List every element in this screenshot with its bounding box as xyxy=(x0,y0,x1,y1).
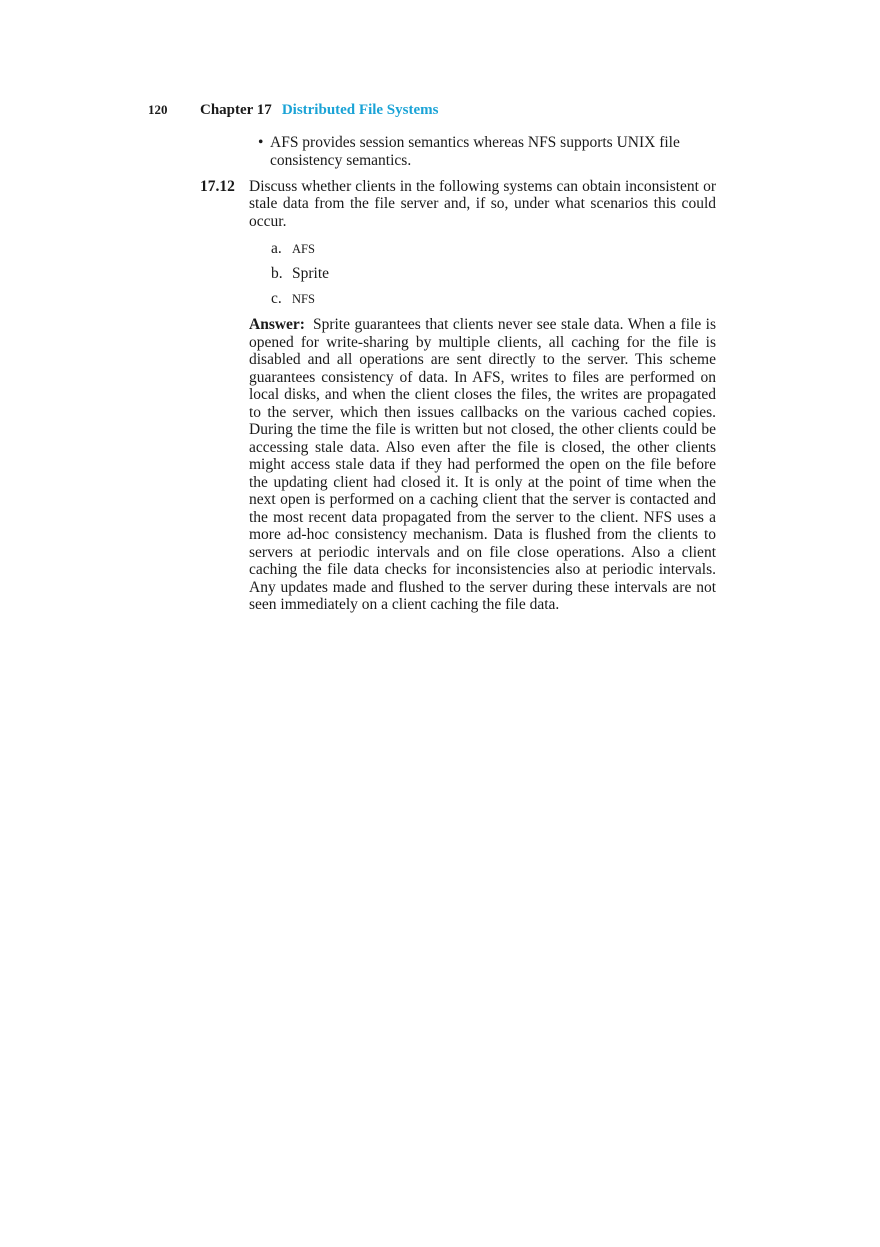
chapter-label: Chapter 17 xyxy=(200,102,272,118)
bullet-text: AFS provides session semantics whereas NFS supports UNIX file consistency semantics. xyxy=(270,134,680,169)
option-item xyxy=(249,239,716,264)
option-letter: a. xyxy=(271,240,282,258)
page-number: 120 xyxy=(148,102,168,117)
chapter-title: Distributed File Systems xyxy=(281,102,439,118)
exercise-number: 17.12 xyxy=(200,178,235,195)
running-header xyxy=(148,100,718,120)
bullet-icon: • xyxy=(258,134,264,151)
option-list xyxy=(249,239,716,314)
bullet-item xyxy=(258,134,718,170)
option-text: Sprite xyxy=(292,265,330,283)
option-text: NFS xyxy=(292,292,315,307)
option-text: AFS xyxy=(292,242,315,257)
option-letter: b. xyxy=(271,265,283,283)
answer-paragraph xyxy=(249,316,716,614)
exercise-block xyxy=(200,178,716,614)
option-letter: c. xyxy=(271,290,282,308)
option-item xyxy=(249,264,716,289)
answer-text: Sprite guarantees that clients never see stale data. When a file is opened for write-sharing by multiple clients, all caching for the file is disabled and all operations are sent directly to the server. This scheme guarantees consistency of data. In AFS, writes to files are performed on local disks, and when the client closes the files, the writes are propagated to the server, which then issues callbacks on the various cached copies. During the time the file is written but not closed, the other clients could be accessing stale data. Also even after the file is closed, the other clients might access stale data if they had performed the open on the file before the updating client had closed it. It is only at the point of time when the next open is performed on a caching client that the server is contacted and the most recent data propagated from the server to the client. NFS uses a more ad-hoc consistency mechanism. Data is flushed from the clients to servers at periodic intervals and on file close operations. Also a client caching the file data checks for inconsistencies also at periodic intervals. Any updates made and flushed to the server during these intervals are not seen immediately on a client caching the file data. xyxy=(249,316,716,614)
answer-label: Answer: xyxy=(249,316,305,334)
exercise-prompt: Discuss whether clients in the following systems can obtain inconsistent or stale data from the file server and, if so, under what scenarios this could occur. xyxy=(249,178,716,230)
option-item xyxy=(249,289,716,314)
